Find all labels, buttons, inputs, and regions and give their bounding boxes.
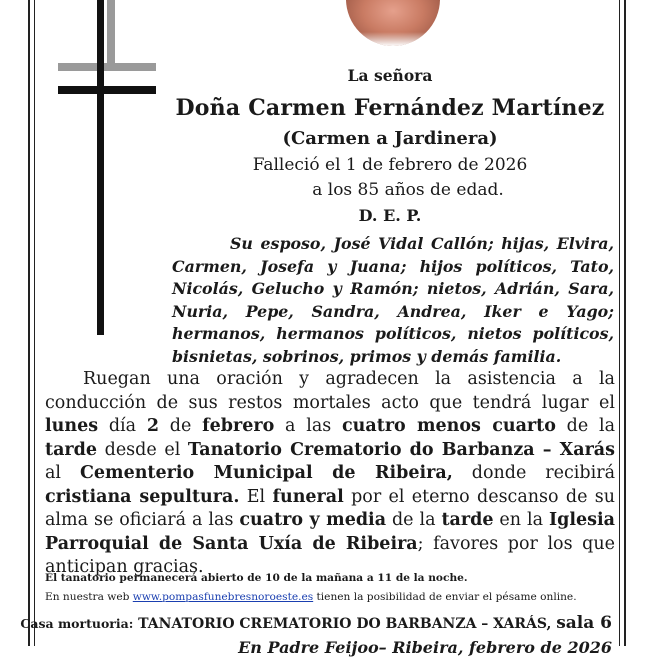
mortuary-line	[20, 613, 612, 633]
honorific-label: La señora	[347, 66, 433, 85]
deceased-name: Doña Carmen Fernández Martínez	[175, 95, 605, 121]
place-date: En Padre Feijoo– Ribeira, febrero de 2026	[238, 638, 612, 657]
ceremony-text: Ruegan una oración y agradecen la asistencia a la conducción de sus restos mortales acto que tendrá lugar el lunes día 2 de febrero a las cuatro menos cuarto de la tarde desde el Tanatorio Crematorio do Barbanza – Xarás al Cementerio Municipal de Ribeira, donde recibirá cristiana sepultura. El funeral por el eterno descanso de su alma se oficiará a las cuatro y media de la tarde en la Iglesia Parroquial de Santa Uxía de Ribeira; favores por los que anticipan gracias.	[45, 369, 616, 577]
death-date: Falleció el 1 de febrero de 2026	[252, 155, 528, 175]
mortuary-value: TANATORIO CREMATORIO DO BARBANZA – XARÁS,	[138, 616, 552, 632]
web-note: En nuestra web www.pompasfunebresnoroeste.es tienen la posibilidad de enviar el pésame online.	[45, 590, 577, 603]
family-list: Su esposo, José Vidal Callón; hijas, Elvira, Carmen, Josefa y Juana; hijos políticos, Tato, Nicolás, Gelucho y Ramón; nietos, Adrián, Sara, Nuria, Pepe, Sandra, Andrea, Iker e Yago; hermanos, hermanos políticos, nietos políticos, bisnietas, sobrinos, primos y demás familia.	[172, 234, 614, 366]
deceased-nickname: (Carmen a Jardinera)	[282, 128, 498, 149]
mortuary-room: sala 6	[556, 613, 612, 633]
cross-icon	[56, 0, 156, 340]
opening-hours-note: El tanatorio permanecerá abierto de 10 de la mañana a 11 de la noche.	[45, 571, 468, 584]
age-at-death: a los 85 años de edad.	[312, 180, 504, 200]
mortuary-label: Casa mortuoria:	[20, 616, 134, 631]
deceased-photo	[346, 0, 440, 46]
website-link[interactable]: www.pompasfunebresnoroeste.es	[132, 590, 314, 603]
rip-text: D. E. P.	[358, 206, 422, 225]
